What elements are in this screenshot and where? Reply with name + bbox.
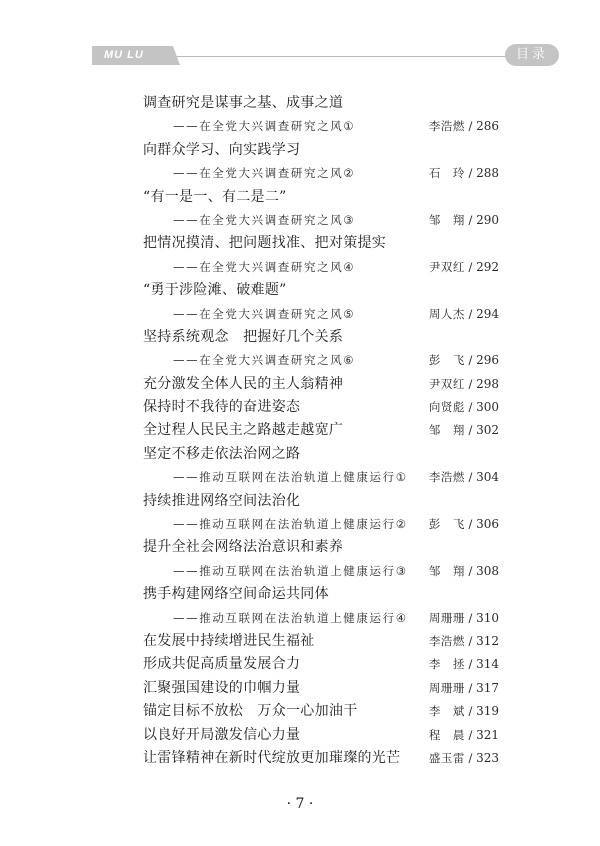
toc-entry-author: 尹双红 (428, 376, 465, 391)
toc-entry-meta (429, 700, 499, 723)
toc-entry-title: 持续推进网络空间法治化 (143, 492, 301, 509)
toc-entry (143, 115, 499, 138)
toc-separator: / (464, 680, 477, 695)
toc-entry (143, 279, 499, 302)
toc-entry (143, 560, 499, 583)
toc-entry-meta (429, 466, 499, 489)
toc-entry-page: 300 (476, 400, 499, 415)
toc-entry (143, 139, 499, 162)
toc-entry-title: 锚定目标不放松 万众一心加油干 (143, 703, 358, 720)
toc-entry-meta (429, 373, 499, 396)
toc-entry-subtitle: ——在全党大兴调查研究之风① (173, 119, 356, 134)
toc-entry-meta (429, 162, 499, 185)
toc-entry-title: 让雷锋精神在新时代绽放更加璀璨的光芒 (143, 749, 401, 766)
toc-entry (143, 232, 499, 255)
toc-entry-page: 321 (476, 727, 499, 742)
table-of-contents (143, 92, 499, 770)
toc-entry-title: 提升全社会网络法治意识和素养 (143, 539, 344, 556)
toc-entry (143, 677, 499, 700)
toc-separator: / (464, 119, 477, 134)
toc-entry-subtitle: ——在全党大兴调查研究之风③ (173, 212, 356, 227)
toc-entry-title: “有一是一、有二是二” (143, 188, 287, 205)
toc-entry (143, 747, 499, 770)
toc-separator: / (464, 212, 477, 227)
toc-separator: / (464, 727, 477, 742)
toc-separator: / (464, 610, 477, 625)
toc-entry (143, 607, 499, 630)
toc-entry-page: 302 (476, 423, 499, 438)
toc-entry-subtitle: ——推动互联网在法治轨道上健康运行④ (173, 610, 408, 625)
toc-entry (143, 162, 499, 185)
toc-entry-meta (429, 256, 499, 279)
toc-entry-meta (429, 677, 499, 700)
toc-entry-page: 314 (476, 657, 499, 672)
toc-entry-page: 310 (476, 610, 499, 625)
toc-entry-title: 形成共促高质量发展合力 (143, 656, 301, 673)
toc-separator: / (464, 376, 477, 391)
toc-entry-title: 汇聚强国建设的巾帼力量 (143, 679, 301, 696)
toc-entry-author: 向贤彪 (428, 400, 465, 415)
toc-entry-meta (429, 209, 499, 232)
toc-entry-title: 携手构建网络空间命运共同体 (143, 586, 329, 603)
toc-entry-meta (429, 630, 499, 653)
toc-entry-subtitle: ——推动互联网在法治轨道上健康运行③ (173, 563, 408, 578)
toc-entry-page: 298 (476, 376, 499, 391)
toc-entry-title: 保持时不我待的奋进姿态 (143, 399, 301, 416)
toc-entry-author: 石 玲 (428, 166, 465, 181)
toc-entry (143, 209, 499, 232)
toc-entry (143, 653, 499, 676)
toc-entry-meta (429, 303, 499, 326)
toc-entry-subtitle: ——在全党大兴调查研究之风⑥ (173, 353, 356, 368)
toc-entry-title: 以良好开局激发信心力量 (143, 726, 301, 743)
toc-entry (143, 326, 499, 349)
toc-entry-title: 在发展中持续增进民生福祉 (143, 632, 315, 649)
toc-entry-subtitle: ——在全党大兴调查研究之风④ (173, 259, 356, 274)
toc-entry-title: 坚持系统观念 把握好几个关系 (143, 328, 344, 345)
toc-entry (143, 583, 499, 606)
toc-entry-title: 调查研究是谋事之基、成事之道 (143, 95, 344, 111)
toc-separator: / (464, 306, 477, 321)
toc-entry-page: 319 (476, 704, 499, 719)
toc-entry (143, 373, 499, 396)
toc-separator: / (464, 470, 477, 485)
toc-entry-author: 彭 飞 (428, 517, 465, 532)
toc-entry-author: 邹 翔 (428, 212, 465, 227)
toc-entry-author: 李浩燃 (428, 633, 465, 648)
toc-entry-author: 盛玉雷 (428, 750, 465, 765)
page-number: · 7 · (286, 796, 314, 812)
toc-entry-title: 把情况摸清、把问题找准、把对策提实 (143, 235, 387, 252)
toc-entry-title: 向群众学习、向实践学习 (143, 141, 301, 158)
toc-entry-page: 290 (476, 212, 499, 227)
toc-entry-author: 邹 翔 (428, 423, 465, 438)
toc-entry-meta (429, 349, 499, 372)
toc-separator: / (464, 633, 477, 648)
toc-entry-meta (429, 115, 499, 138)
toc-entry (143, 256, 499, 279)
toc-entry (143, 419, 499, 442)
toc-entry-author: 周珊珊 (428, 680, 465, 695)
section-code: MU LU (104, 49, 144, 61)
toc-entry (143, 724, 499, 747)
toc-entry-subtitle: ——在全党大兴调查研究之风② (173, 166, 356, 181)
toc-entry-page: 306 (476, 517, 499, 532)
toc-separator: / (464, 259, 477, 274)
toc-separator: / (464, 750, 477, 765)
toc-entry (143, 513, 499, 536)
toc-entry-subtitle: ——推动互联网在法治轨道上健康运行② (173, 517, 408, 532)
toc-entry (143, 92, 499, 115)
toc-entry-meta (429, 724, 499, 747)
toc-entry (143, 186, 499, 209)
toc-entry (143, 536, 499, 559)
toc-entry-page: 317 (476, 680, 499, 695)
toc-entry (143, 490, 499, 513)
toc-entry-title: 充分激发全体人民的主人翁精神 (143, 375, 344, 392)
toc-entry-author: 李浩燃 (428, 470, 465, 485)
running-header (0, 0, 600, 70)
toc-entry-meta (429, 560, 499, 583)
toc-entry-author: 程 晨 (428, 727, 465, 742)
toc-entry-author: 彭 飞 (428, 353, 465, 368)
toc-entry-page: 286 (476, 119, 499, 134)
toc-entry-title: 全过程人民民主之路越走越宽广 (143, 422, 344, 439)
toc-entry-author: 邹 翔 (428, 563, 465, 578)
toc-entry-author: 周人杰 (428, 306, 465, 321)
toc-entry-title: “勇于涉险滩、破难题” (143, 282, 287, 299)
toc-entry-subtitle: ——在全党大兴调查研究之风⑤ (173, 306, 356, 321)
toc-entry-meta (429, 747, 499, 770)
toc-separator: / (464, 563, 477, 578)
toc-entry-page: 312 (476, 633, 499, 648)
toc-separator: / (464, 166, 477, 181)
toc-entry-meta (429, 607, 499, 630)
toc-entry-meta (429, 396, 499, 419)
toc-entry-page: 308 (476, 563, 499, 578)
toc-entry (143, 630, 499, 653)
toc-entry-author: 李 斌 (428, 704, 465, 719)
toc-entry-subtitle: ——推动互联网在法治轨道上健康运行① (173, 470, 408, 485)
toc-entry (143, 396, 499, 419)
toc-entry-meta (429, 419, 499, 442)
toc-entry-page: 294 (476, 306, 499, 321)
toc-separator: / (464, 517, 477, 532)
toc-entry-page: 323 (476, 750, 499, 765)
toc-entry-meta (429, 513, 499, 536)
toc-entry (143, 466, 499, 489)
toc-entry (143, 303, 499, 326)
toc-separator: / (464, 423, 477, 438)
toc-entry (143, 349, 499, 372)
toc-entry (143, 443, 499, 466)
toc-entry-page: 296 (476, 353, 499, 368)
toc-entry-meta (429, 653, 499, 676)
toc-entry-author: 李 拯 (428, 657, 465, 672)
toc-entry-page: 292 (476, 259, 499, 274)
toc-entry-author: 尹双红 (428, 259, 465, 274)
toc-separator: / (464, 704, 477, 719)
toc-entry-page: 288 (476, 166, 499, 181)
toc-entry (143, 700, 499, 723)
toc-separator: / (464, 400, 477, 415)
toc-entry-title: 坚定不移走依法治网之路 (143, 445, 301, 462)
toc-entry-author: 周珊珊 (428, 610, 465, 625)
toc-entry-page: 304 (476, 470, 499, 485)
section-title: 目录 (515, 47, 548, 62)
toc-separator: / (464, 353, 477, 368)
toc-separator: / (464, 657, 477, 672)
toc-entry-author: 李浩燃 (428, 119, 465, 134)
